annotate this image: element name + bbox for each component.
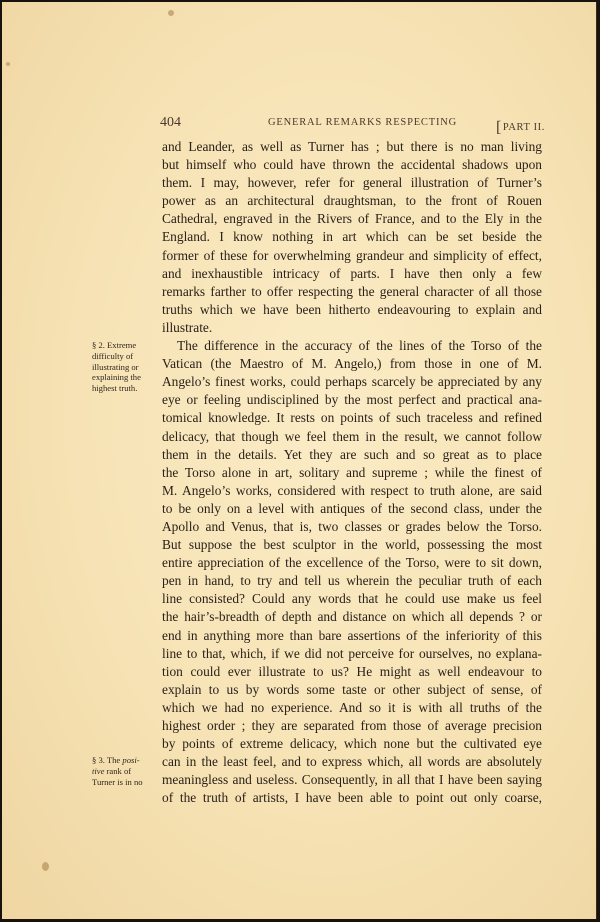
bracket-glyph: [ xyxy=(495,119,502,136)
sidenote-line xyxy=(92,755,162,766)
sidenote-line: difficulty of xyxy=(92,350,134,361)
text-line: end in anything more than bare assertions of the inferiority of this xyxy=(162,627,542,643)
text-line: eye or feeling undisciplined by the most perfect and practical ana- xyxy=(162,392,542,408)
sidenote-text: rank of xyxy=(104,765,132,776)
running-header xyxy=(160,115,545,136)
text-line: tion could ever illustrate to us? He might as well endeavour to xyxy=(162,663,542,679)
sidenote-italic-text: tive xyxy=(92,765,105,776)
text-line: pen in hand, to try and tell us wherein the peculiar truth of each xyxy=(162,573,542,589)
text-line: meaningless and useless. Consequently, in all that I have been saying xyxy=(162,772,542,788)
marginal-note-section-2 xyxy=(92,340,162,394)
text-line: and Leander, as well as Turner has ; but there is no man living xyxy=(162,139,542,154)
text-line: delicacy, that though we feel them in the result, we cannot follow xyxy=(162,428,542,444)
text-line: to be only on a level with antiques of the second class, under the xyxy=(162,500,542,516)
sidenote-line: § 2. Extreme xyxy=(92,340,137,350)
text-line: which we had no experience. And so it is with all truths of the xyxy=(162,699,542,715)
sidenote-line: illustrating or xyxy=(92,361,139,372)
text-line: illustrate. xyxy=(162,319,213,335)
sidenote-line: explaining the xyxy=(92,372,141,383)
sidenote-line: highest truth. xyxy=(92,383,138,394)
book-page xyxy=(2,2,597,919)
text-line: former of these for overwhelming grandeur and simplicity of effect, xyxy=(162,247,542,263)
text-line: England. I know nothing in art which can be set beside the xyxy=(162,229,542,245)
text-line: explain to us by words some taste or other subject of sense, of xyxy=(162,681,542,697)
sidenote-text: § 3. The xyxy=(92,755,123,765)
part-label-text: PART II. xyxy=(502,122,545,133)
text-line: Angelo’s finest works, could perhaps scarcely be appreciated by any xyxy=(162,374,542,390)
text-line: of the truth of artists, I have been able to point out only coarse, xyxy=(162,790,542,806)
part-label xyxy=(496,117,545,135)
paper-stain xyxy=(6,62,10,66)
text-line: line to that, which, if we did not perceive for ourselves, no explana- xyxy=(162,645,542,661)
text-line: power as an architectural draughtsman, to the front of Rouen xyxy=(162,193,542,209)
text-line: truths which we have been hitherto endeavouring to explain and xyxy=(162,301,542,317)
text-line: by points of extreme delicacy, which none but the cultivated eye xyxy=(162,736,542,752)
text-line: highest order ; they are separated from those of average precision xyxy=(162,718,542,733)
marginal-note-section-3 xyxy=(92,755,162,787)
page-number: 404 xyxy=(160,115,181,130)
text-line: and inexhaustible intricacy of parts. I have then only a few xyxy=(162,265,542,281)
running-title: GENERAL REMARKS RESPECTING xyxy=(268,117,458,128)
text-line: remarks farther to offer respecting the general character of all those xyxy=(162,283,542,299)
sidenote-line: Turner is in no xyxy=(92,776,143,787)
text-line: Vatican (the Maestro of M. Angelo,) from those in one of M. xyxy=(162,356,542,372)
paper-stain xyxy=(168,10,174,16)
text-line: M. Angelo’s works, considered with respect to truth alone, are said xyxy=(162,482,542,498)
text-line: tomical knowledge. It rests on points of such traceless and refined xyxy=(162,410,542,426)
text-line: Apollo and Venus, that is, two classes or grades below the Torso. xyxy=(162,518,542,534)
text-line: the hair’s-breadth of depth and distance on which all depends ? or xyxy=(162,609,542,625)
text-line: them. I may, however, refer for general illustration of Turner’s xyxy=(162,175,542,191)
sidenote-italic-text: posi- xyxy=(122,755,140,765)
sidenote-line xyxy=(92,766,162,777)
paper-stain xyxy=(42,862,49,871)
text-line: Cathedral, engraved in the Rivers of France, and to the Ely in the xyxy=(162,211,542,227)
body-text xyxy=(162,138,542,807)
text-line: The difference in the accuracy of the lines of the Torso of the xyxy=(177,338,542,354)
text-line: the Torso alone in art, solitary and supreme ; while the finest of xyxy=(162,464,542,480)
text-line: can in the least feel, and to express which, all words are absolutely xyxy=(162,754,542,770)
text-line: entire appreciation of the excellence of the Torso, were to sit down, xyxy=(162,555,542,571)
text-line: line consisted? Could any words that he could use make us feel xyxy=(162,591,542,607)
text-line: But suppose the best sculptor in the world, possessing the most xyxy=(162,537,542,553)
text-line: them in the details. Yet they are such and so great as to place xyxy=(162,446,542,462)
text-line: but himself who could have thrown the accidental shadows upon xyxy=(162,157,542,173)
